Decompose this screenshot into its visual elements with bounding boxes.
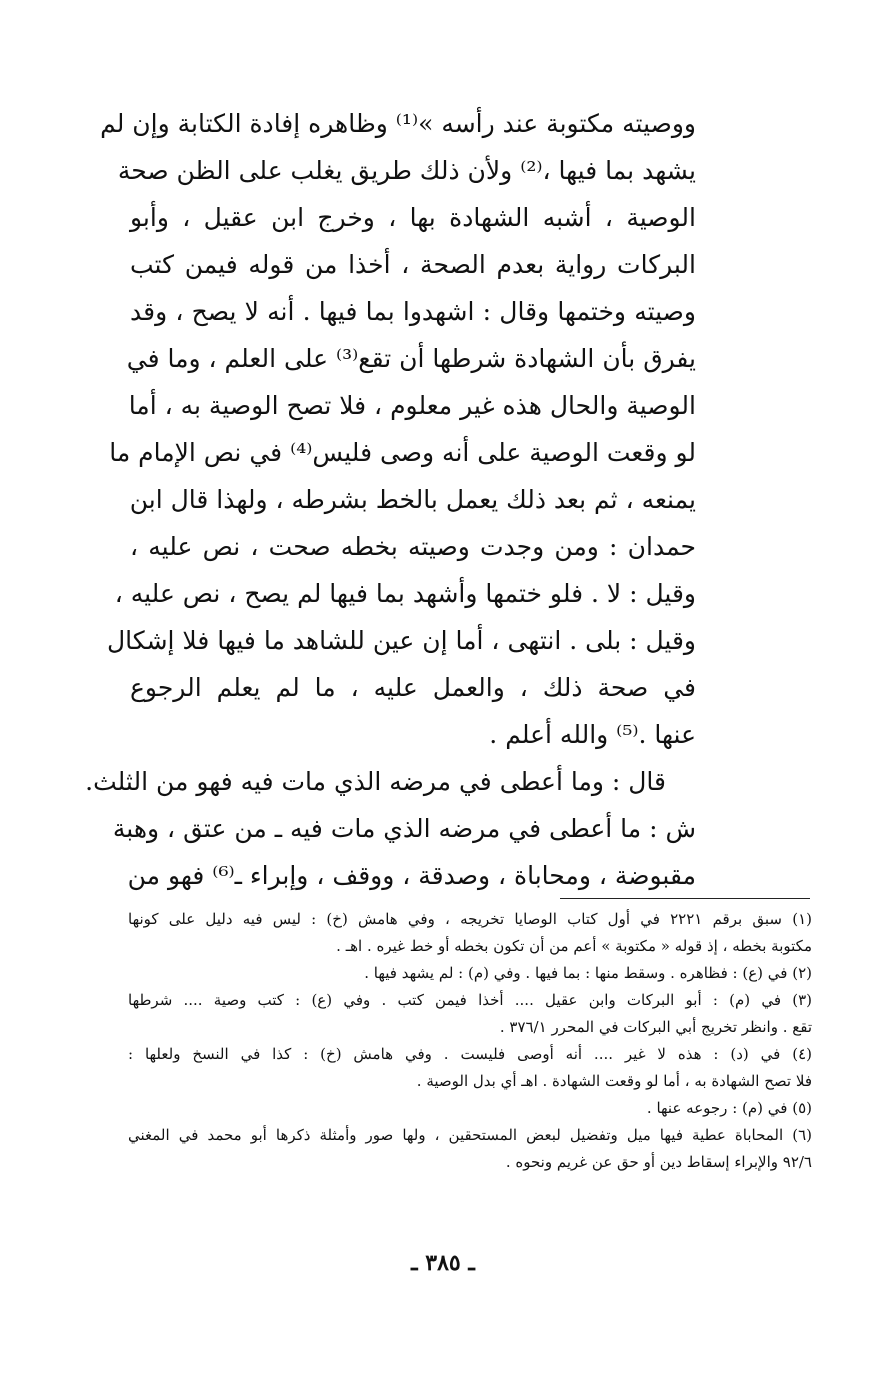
footnote-divider <box>560 898 810 899</box>
footnotes <box>128 906 812 1176</box>
page-number: ـ ٣٨٥ ـ <box>411 1250 475 1276</box>
text-line: لو وقعت الوصية على أنه وصى فليس⁽⁴⁾ في نص الإمام ما <box>109 438 696 467</box>
text-line: الوصية ، أشبه الشهادة بها ، وخرج ابن عقيل ، وأبو <box>130 203 696 232</box>
footnote-line: (٢) في (ع) : فظاهره . وسقط منها : بما فيها . وفي (م) : لم يشهد فيها . <box>364 964 812 982</box>
text-line: عنها .⁽⁵⁾ والله أعلم . <box>489 720 696 749</box>
footnote-line: (٤) في (د) : هذه لا غير .... أنه أوصى فليست . وفي هامش (خ) : كذا في النسخ ولعلها : <box>128 1045 812 1063</box>
text-line: يمنعه ، ثم بعد ذلك يعمل بالخط بشرطه ، ولهذا قال ابن <box>129 485 696 514</box>
text-line: ش : ما أعطى في مرضه الذي مات فيه ـ من عتق ، وهبة <box>112 814 696 843</box>
footnote-line: (١) سبق برقم ٢٢٢١ في أول كتاب الوصايا تخريجه ، وفي هامش (خ) : ليس فيه دليل على كونها <box>128 910 812 928</box>
footnote-line: ٩٢/٦ والإبراء إسقاط دين أو حق عن غريم ونحوه . <box>505 1153 812 1171</box>
text-line: وقيل : بلى . انتهى ، أما إن عين للشاهد ما فيها فلا إشكال <box>107 626 696 655</box>
text-line: يشهد بما فيها ،⁽²⁾ ولأن ذلك طريق يغلب على الظن صحة <box>117 156 696 185</box>
text-line: مقبوضة ، ومحاباة ، وصدقة ، ووقف ، وإبراء ـ⁽⁶⁾ فهو من <box>127 861 696 890</box>
text-line: البركات رواية بعدم الصحة ، أخذا من قوله فيمن كتب <box>130 250 696 279</box>
text-line: وقيل : لا . فلو ختمها وأشهد بما فيها لم يصح ، نص عليه ، <box>114 579 696 608</box>
text-line: ووصيته مكتوبة عند رأسه »⁽¹⁾ وظاهره إفادة الكتابة وإن لم <box>100 109 696 138</box>
footnote-line: مكتوبة بخطه ، إذ قوله « مكتوبة » أعم من أن تكون بخطه أو خط غيره . اهـ . <box>336 937 812 955</box>
main-text <box>85 100 696 899</box>
text-line: وصيته وختمها وقال : اشهدوا بما فيها . أنه لا يصح ، وقد <box>130 297 696 326</box>
text-line: في صحة ذلك ، والعمل عليه ، ما لم يعلم الرجوع <box>130 673 696 702</box>
footnote-line: (٥) في (م) : رجوعه عنها . <box>646 1099 812 1117</box>
footnote-line: (٣) في (م) : أبو البركات وابن عقيل .... أخذا فيمن كتب . وفي (ع) : كتب وصية .... شرطها <box>128 991 812 1009</box>
text-line: الوصية والحال هذه غير معلوم ، فلا تصح الوصية به ، أما <box>128 391 696 420</box>
footnote-line: (٦) المحاباة عطية فيها ميل وتفضيل لبعض المستحقين ، ولها صور وأمثلة ذكرها أبو محمد في المغني <box>128 1126 812 1144</box>
footnote-line: فلا تصح الشهادة به ، أما لو وقعت الشهادة . اهـ أي بدل الوصية . <box>416 1072 812 1090</box>
text-line: يفرق بأن الشهادة شرطها أن تقع⁽³⁾ على العلم ، وما في <box>126 344 696 373</box>
text-line: حمدان : ومن وجدت وصيته بخطه صحت ، نص عليه ، <box>130 532 696 561</box>
footnote-line: تقع . وانظر تخريج أبي البركات في المحرر ٣٧٦/١ . <box>499 1018 812 1036</box>
text-line: قال : وما أعطى في مرضه الذي مات فيه فهو من الثلث. <box>85 767 666 796</box>
